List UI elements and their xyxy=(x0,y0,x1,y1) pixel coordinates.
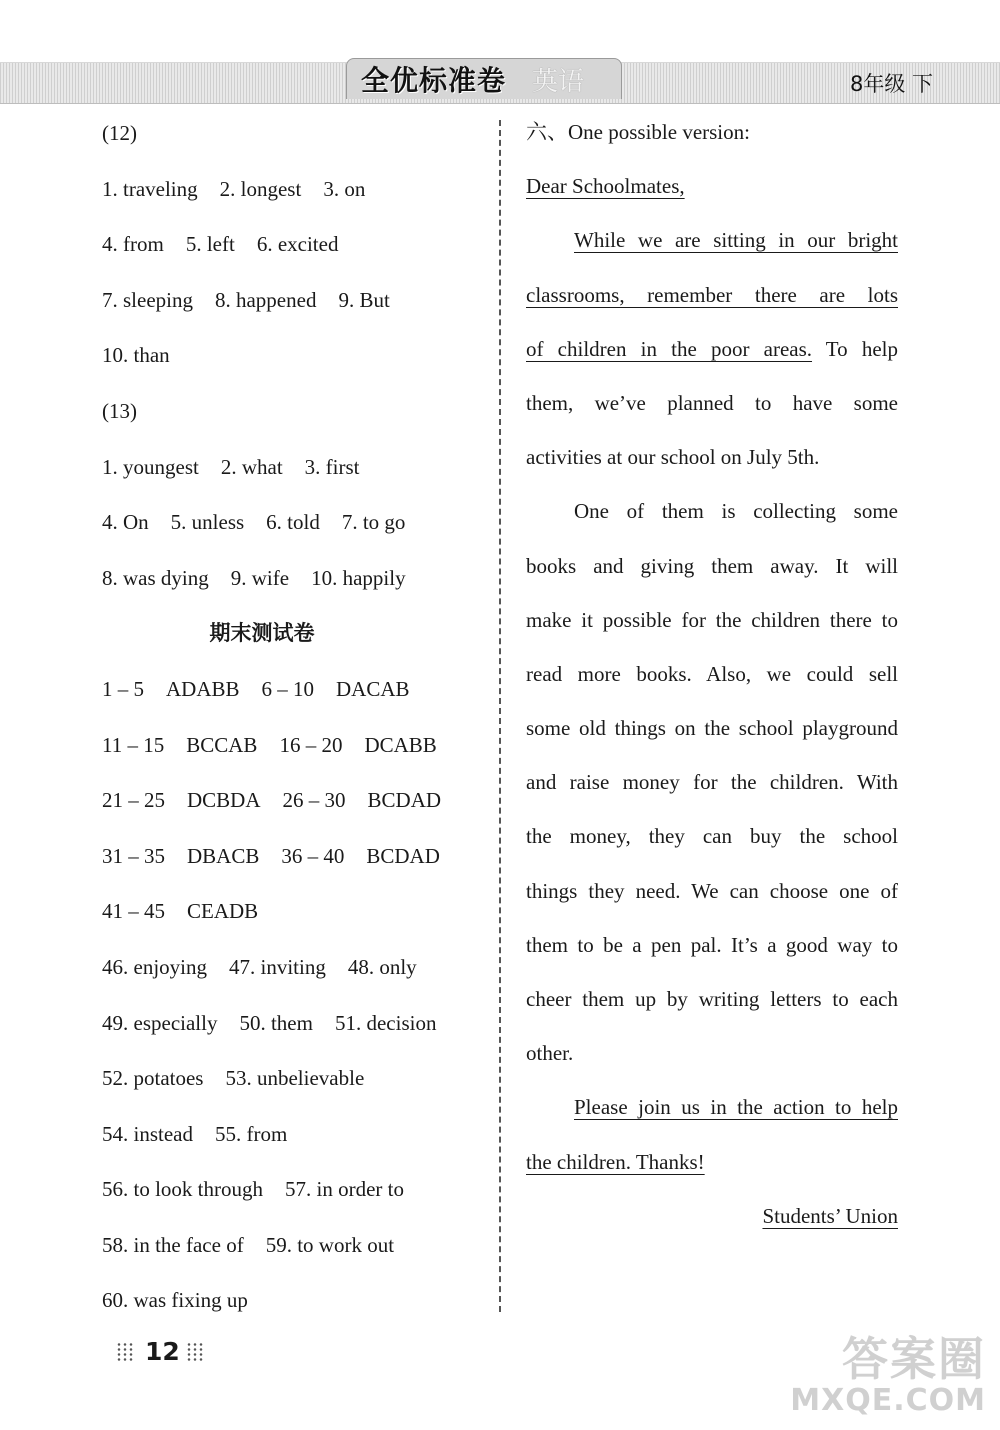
p3-line xyxy=(526,1080,898,1134)
p2-line: make it possible for the children there to xyxy=(526,607,898,632)
answer-item: 5. unless xyxy=(170,510,245,535)
watermark-url: MXQE.COM xyxy=(790,1383,986,1418)
answer-item: 3. on xyxy=(323,176,366,201)
p2-line: One of them is collecting some xyxy=(574,499,898,524)
p1-line xyxy=(526,322,898,376)
answer-line xyxy=(102,440,482,496)
answer-item: 59. to work out xyxy=(265,1232,395,1257)
answer-item: 46. enjoying xyxy=(102,954,207,979)
answer-item: (12) xyxy=(102,121,137,145)
answer-item: (13) xyxy=(102,398,137,423)
answer-line xyxy=(102,273,482,329)
answer-item: 4. from xyxy=(102,232,164,257)
writing-heading-text: One possible version: xyxy=(568,120,750,144)
answer-column-left xyxy=(102,106,482,1329)
answer-item: 1 – 5 xyxy=(102,676,144,701)
answer-item: 50. them xyxy=(239,1010,313,1035)
subject-label: 英语 xyxy=(532,66,585,97)
grade-label: 8年级 下 xyxy=(850,72,934,96)
p2-line: read more books. Also, we could sell xyxy=(526,661,898,686)
answer-item: 10. than xyxy=(102,343,170,368)
writing-sample-column xyxy=(526,105,898,1243)
writing-heading-prefix: 六、 xyxy=(526,120,568,144)
answer-line xyxy=(102,829,482,885)
answer-item: 31 – 35 xyxy=(102,843,165,868)
book-title: 全优标准卷 xyxy=(361,64,507,97)
answer-line xyxy=(102,996,482,1052)
answer-line xyxy=(102,384,482,440)
answer-item: 2. longest xyxy=(219,176,302,201)
answer-line xyxy=(102,1273,482,1329)
p1-underlined-text: While we are sitting in our bright xyxy=(574,228,898,253)
p3-underlined-text: the children. Thanks! xyxy=(526,1149,705,1174)
answer-list-final xyxy=(102,662,482,1329)
answer-item: 7. to go xyxy=(341,510,406,535)
answer-item: DCBDA xyxy=(187,788,261,813)
p1-line xyxy=(526,213,898,267)
p2-line: books and giving them away. It will xyxy=(526,553,898,578)
p2-line: them to be a pen pal. It’s a good way to xyxy=(526,932,898,957)
answer-item: 47. inviting xyxy=(229,954,326,979)
header-tab xyxy=(346,58,622,99)
greeting-text: Dear Schoolmates, xyxy=(526,174,685,199)
answer-item: 53. unbelievable xyxy=(225,1066,365,1091)
page-number: 12 xyxy=(145,1337,180,1366)
answer-item: 6. excited xyxy=(256,232,339,257)
p3-line xyxy=(526,1135,898,1189)
answer-item: 52. potatoes xyxy=(102,1066,204,1091)
answer-item: 9. wife xyxy=(230,565,290,590)
p1-underlined-text: classrooms, remember there are lots xyxy=(526,282,898,307)
writing-heading xyxy=(526,105,898,159)
answer-item: 4. On xyxy=(102,510,149,535)
answer-line xyxy=(102,718,482,774)
answer-line xyxy=(102,217,482,273)
answer-item: DCABB xyxy=(364,732,437,757)
answer-item: BCCAB xyxy=(186,732,258,757)
answer-line xyxy=(102,328,482,384)
answer-item: DBACB xyxy=(187,843,260,868)
answer-line xyxy=(102,940,482,996)
letter-greeting xyxy=(526,159,898,213)
answer-item: BCDAD xyxy=(366,843,440,868)
answer-item: 36 – 40 xyxy=(281,843,345,868)
answer-item: 2. what xyxy=(220,454,283,479)
page-number-ornament-right xyxy=(186,1342,204,1362)
answer-item: 16 – 20 xyxy=(279,732,343,757)
answer-line xyxy=(102,662,482,718)
p2-line: other. xyxy=(526,1041,574,1066)
p2-line: and raise money for the children. With xyxy=(526,770,898,795)
answer-item: 48. only xyxy=(347,954,417,979)
answer-item: 56. to look through xyxy=(102,1177,263,1202)
p1-line xyxy=(526,268,898,322)
answer-item: 3. first xyxy=(304,454,360,479)
answer-line xyxy=(102,884,482,940)
answer-item: 54. instead xyxy=(102,1121,193,1146)
answer-item: BCDAD xyxy=(367,788,442,813)
final-test-heading: 期末测试卷 xyxy=(209,621,315,646)
p2-line: cheer them up by writing letters to each xyxy=(526,987,898,1011)
letter-signature xyxy=(526,1189,898,1243)
signature-text: Students’ Union xyxy=(762,1203,898,1228)
answer-item: 57. in order to xyxy=(285,1177,404,1202)
column-divider xyxy=(499,120,501,1312)
p1-line: activities at our school on July 5th. xyxy=(526,445,820,470)
answer-item: 5. left xyxy=(185,232,235,257)
answer-item: 6. told xyxy=(266,510,320,535)
answer-item: DACAB xyxy=(336,676,410,701)
answer-item: 1. traveling xyxy=(102,176,198,201)
p1-line: them, we’ve planned to have some xyxy=(526,390,898,415)
answer-line xyxy=(102,1218,482,1274)
answer-item: 9. But xyxy=(338,287,390,312)
answer-item: 10. happily xyxy=(311,565,406,590)
answer-list-units xyxy=(102,106,482,606)
answer-item: 49. especially xyxy=(102,1010,218,1035)
answer-line xyxy=(102,551,482,607)
answer-line xyxy=(102,162,482,218)
answer-item: 55. from xyxy=(214,1121,288,1146)
answer-item: 58. in the face of xyxy=(102,1232,244,1257)
answer-line xyxy=(102,1162,482,1218)
p1-underlined-text: of children in the poor areas. xyxy=(526,336,813,361)
answer-line xyxy=(102,495,482,551)
watermark-chinese: 答案圈 xyxy=(842,1332,986,1386)
p2-line: things they need. We can choose one of xyxy=(526,878,898,903)
answer-item: 11 – 15 xyxy=(102,732,165,757)
answer-item: ADABB xyxy=(166,676,240,701)
answer-line xyxy=(102,1051,482,1107)
p3-underlined-text: Please join us in the action to help xyxy=(574,1095,898,1120)
answer-item: 7. sleeping xyxy=(102,287,193,312)
answer-item: 8. happened xyxy=(214,287,317,312)
answer-item: 8. was dying xyxy=(102,565,209,590)
watermark xyxy=(790,1334,986,1418)
p2-line: some old things on the school playground xyxy=(526,716,898,741)
answer-line xyxy=(102,773,482,829)
answer-item: 6 – 10 xyxy=(261,676,315,701)
answer-item: 51. decision xyxy=(334,1010,437,1035)
answer-line xyxy=(102,1107,482,1163)
answer-item: 41 – 45 xyxy=(102,899,165,924)
answer-item: CEADB xyxy=(187,899,259,924)
answer-item: 1. youngest xyxy=(102,454,199,479)
p2-line: the money, they can buy the school xyxy=(526,824,898,849)
answer-item: 26 – 30 xyxy=(282,788,346,813)
p1-text: To help xyxy=(812,336,898,361)
answer-item: 60. was fixing up xyxy=(102,1288,248,1313)
page-number-ornament-left xyxy=(116,1342,134,1362)
answer-item: 21 – 25 xyxy=(102,788,165,813)
answer-line xyxy=(102,106,482,162)
